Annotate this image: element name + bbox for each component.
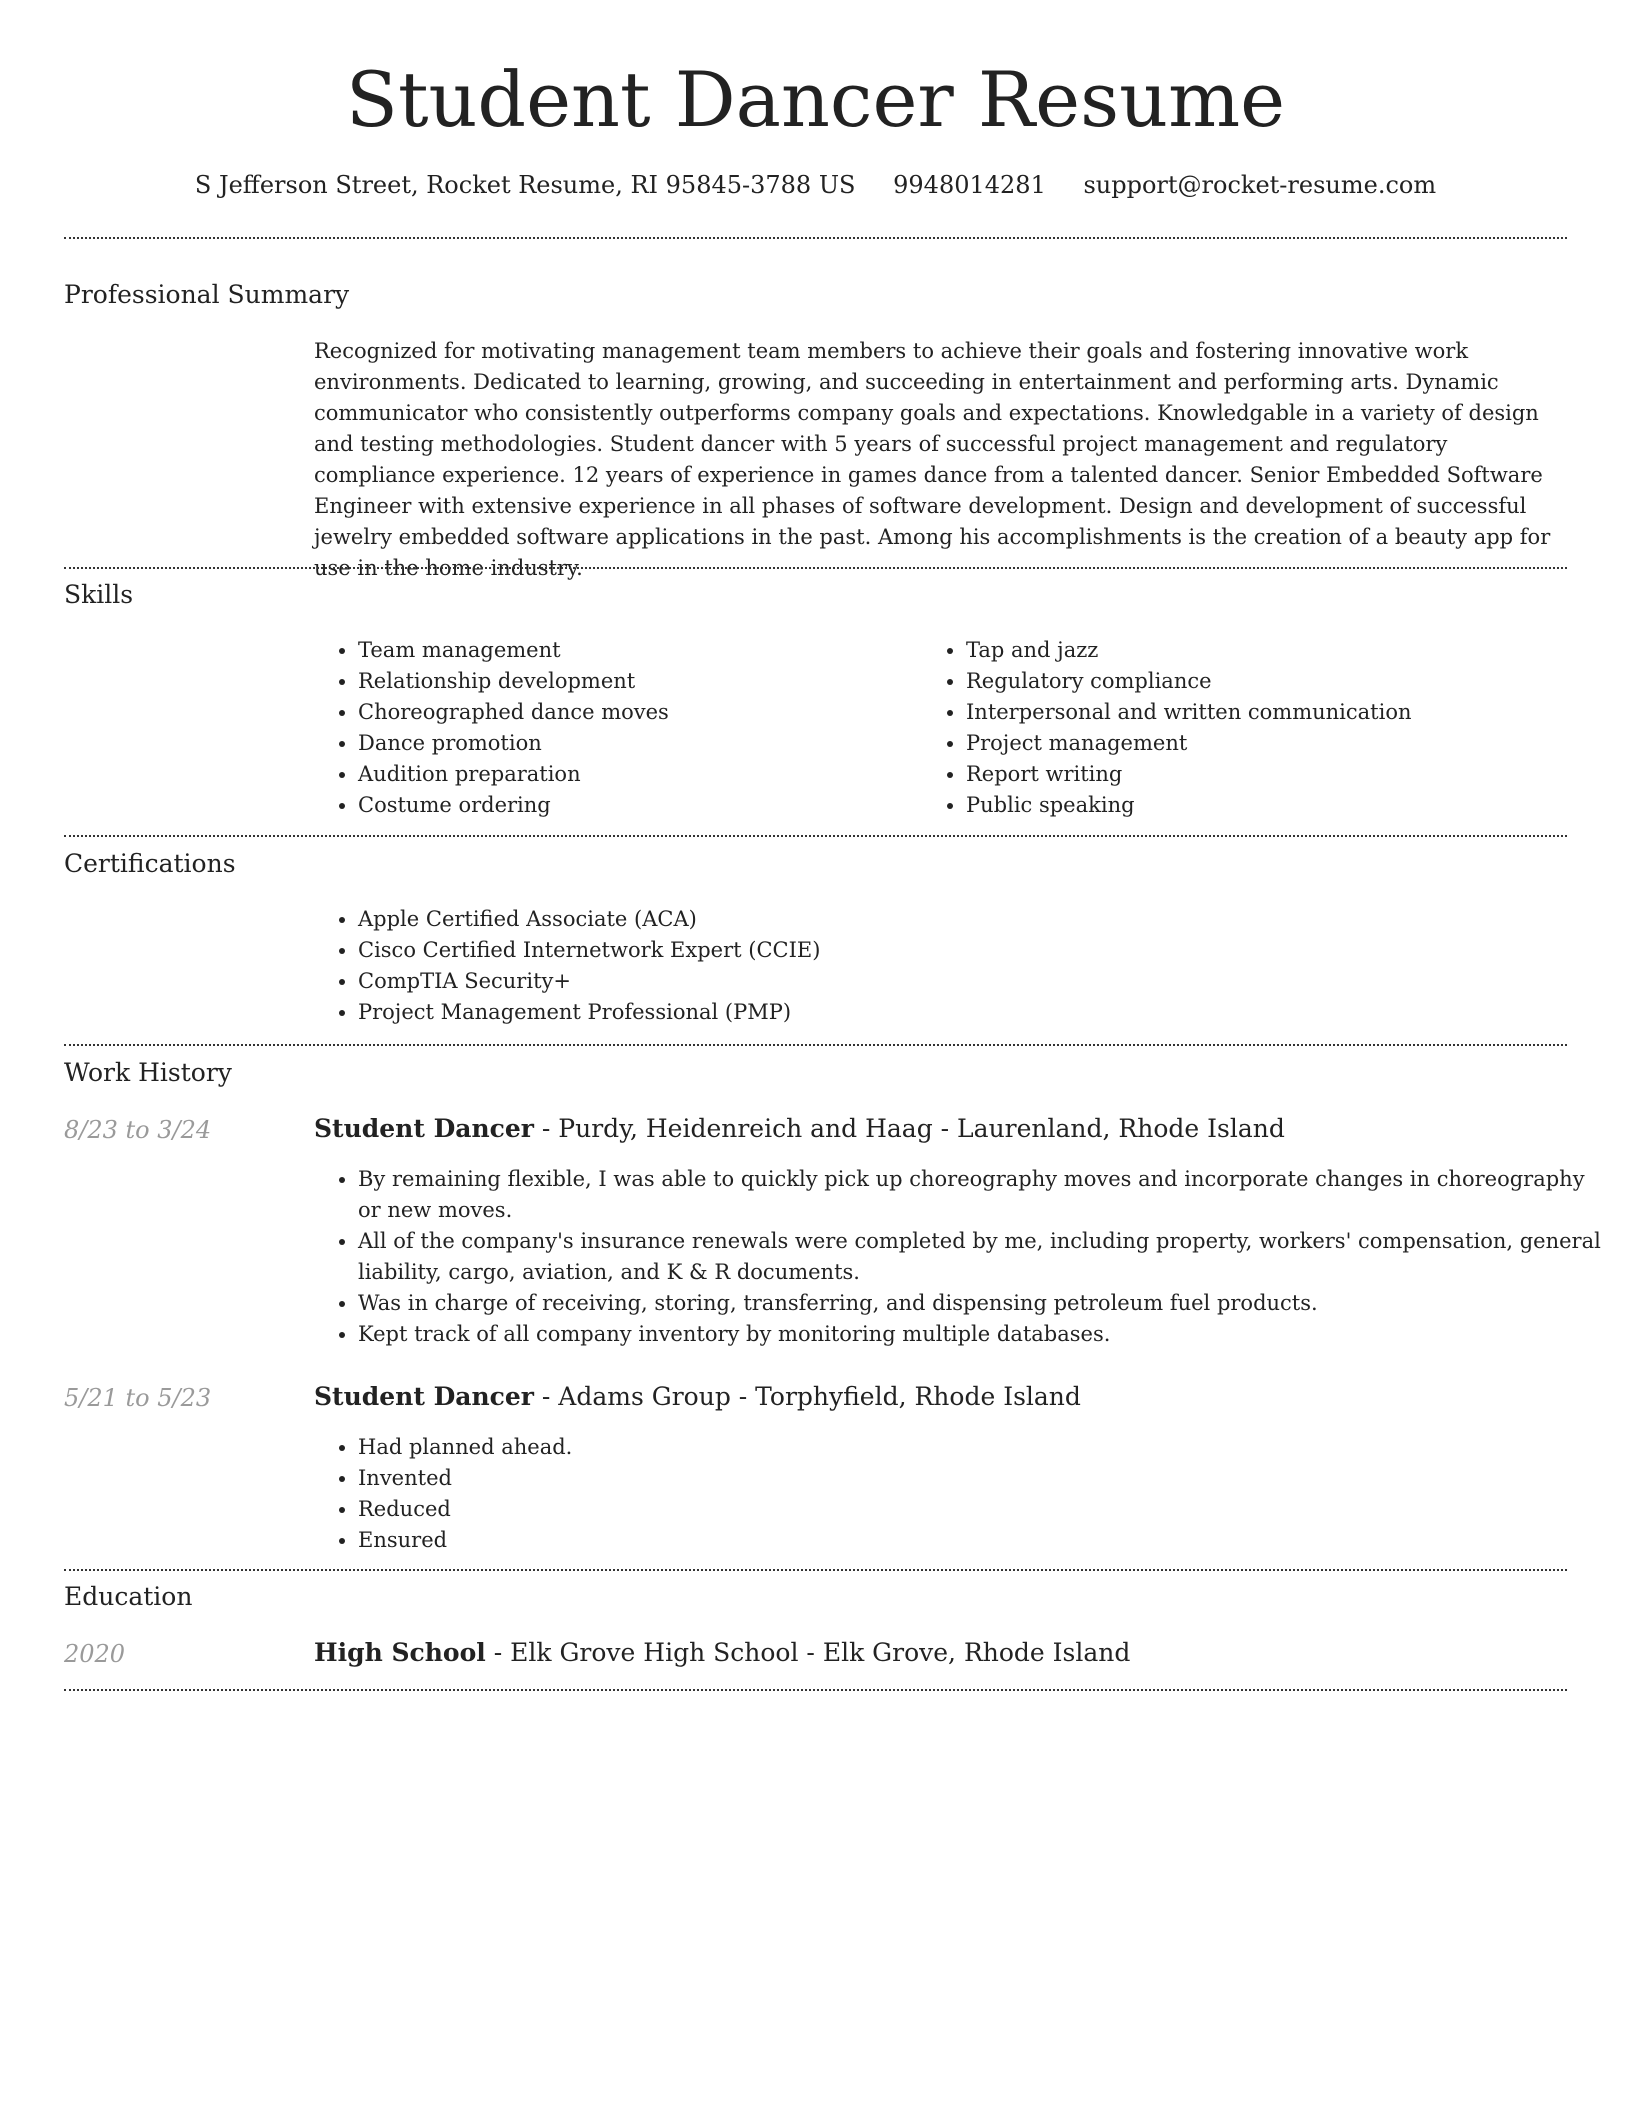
contact-phone: 9948014281 [893,171,1046,199]
summary-text: Recognized for motivating management team members to achieve their goals and fostering innovative work environments. Dedicated to learning, growing, and succeeding in entertainment and performing arts. Dynamic communicator who consistently outperforms company goals and expectations. Knowledgable in a variety of design and testing methodologies. Student dancer with 5 years of successful project management and regulatory compliance experience. 12 years of experience in games dance from a talented dancer. Senior Embedded Software Engineer with extensive experience in all phases of software development. Design and development of successful jewelry embedded software applications in the past. Among his accomplishments is the creation of a beauty app for use in the home industry. [314,339,1551,580]
skill-item: • Choreographed dance moves [358,697,918,728]
skill-item: • Costume ordering [358,790,918,821]
skills-list-right [922,635,1606,821]
job-bullet: • Kept track of all company inventory by monitoring multiple databases. [358,1319,1611,1350]
job-bullets [314,1164,1611,1350]
resume-header [64,50,1567,202]
education-school: - Elk Grove High School - Elk Grove, Rhode Island [485,1638,1131,1667]
job-bullet: • Reduced [358,1494,1611,1525]
job-dates: 8/23 to 3/24 [64,1116,212,1144]
job-dates: 5/21 to 5/23 [64,1384,212,1412]
skill-item: • Report writing [966,759,1606,790]
job-bullet: • Was in charge of receiving, storing, transferring, and dispensing petroleum fuel products. [358,1288,1611,1319]
job-role: Student Dancer [314,1382,534,1411]
education-title [314,1636,1130,1670]
skill-item: • Tap and jazz [966,635,1606,666]
skill-item: • Regulatory compliance [966,666,1606,697]
job-bullet: • By remaining flexible, I was able to quickly pick up choreography moves and incorporate changes in choreography or new moves. [358,1164,1611,1226]
work-history-heading: Work History [64,1058,232,1087]
skill-item: • Relationship development [358,666,918,697]
divider [64,1044,1567,1046]
contact-address: S Jefferson Street, Rocket Resume, RI 95845-3788 US [194,171,856,199]
job-bullet: • Ensured [358,1525,1611,1556]
divider [64,1569,1567,1571]
certification-item: • Apple Certified Associate (ACA) [358,904,1558,935]
job-bullets [314,1432,1611,1556]
education-year: 2020 [64,1640,126,1668]
divider [64,237,1567,239]
summary-heading: Professional Summary [64,280,350,309]
job-role: Student Dancer [314,1114,534,1143]
divider [64,567,1567,569]
job-bullet: • Invented [358,1463,1611,1494]
job-bullet: • All of the company's insurance renewals were completed by me, including property, workers' compensation, general liability, cargo, aviation, and K & R documents. [358,1226,1611,1288]
education-degree: High School [314,1638,486,1667]
job-bullet: • Had planned ahead. [358,1432,1611,1463]
certification-item: • Cisco Certified Internetwork Expert (CCIE) [358,935,1558,966]
skill-item: • Public speaking [966,790,1606,821]
skills-list-left [314,635,918,821]
job-employer: - Adams Group - Torphyfield, Rhode Island [533,1382,1081,1411]
divider [64,1689,1567,1691]
divider [64,835,1567,837]
certification-item: • Project Management Professional (PMP) [358,997,1558,1028]
skill-item: • Dance promotion [358,728,918,759]
contact-email: support@rocket-resume.com [1083,171,1437,199]
education-heading: Education [64,1582,193,1611]
certification-item: • CompTIA Security+ [358,966,1558,997]
certifications-list [314,904,1558,1028]
skill-item: • Audition preparation [358,759,918,790]
job-title [314,1112,1285,1146]
certifications-heading: Certifications [64,849,236,878]
job-title [314,1380,1081,1414]
skill-item: • Interpersonal and written communication [966,697,1606,728]
resume-name: Student Dancer Resume [345,55,1286,144]
job-employer: - Purdy, Heidenreich and Haag - Laurenland, Rhode Island [533,1114,1285,1143]
skill-item: • Project management [966,728,1606,759]
skill-item: • Team management [358,635,918,666]
contact-line [64,168,1567,202]
skills-heading: Skills [64,580,134,609]
